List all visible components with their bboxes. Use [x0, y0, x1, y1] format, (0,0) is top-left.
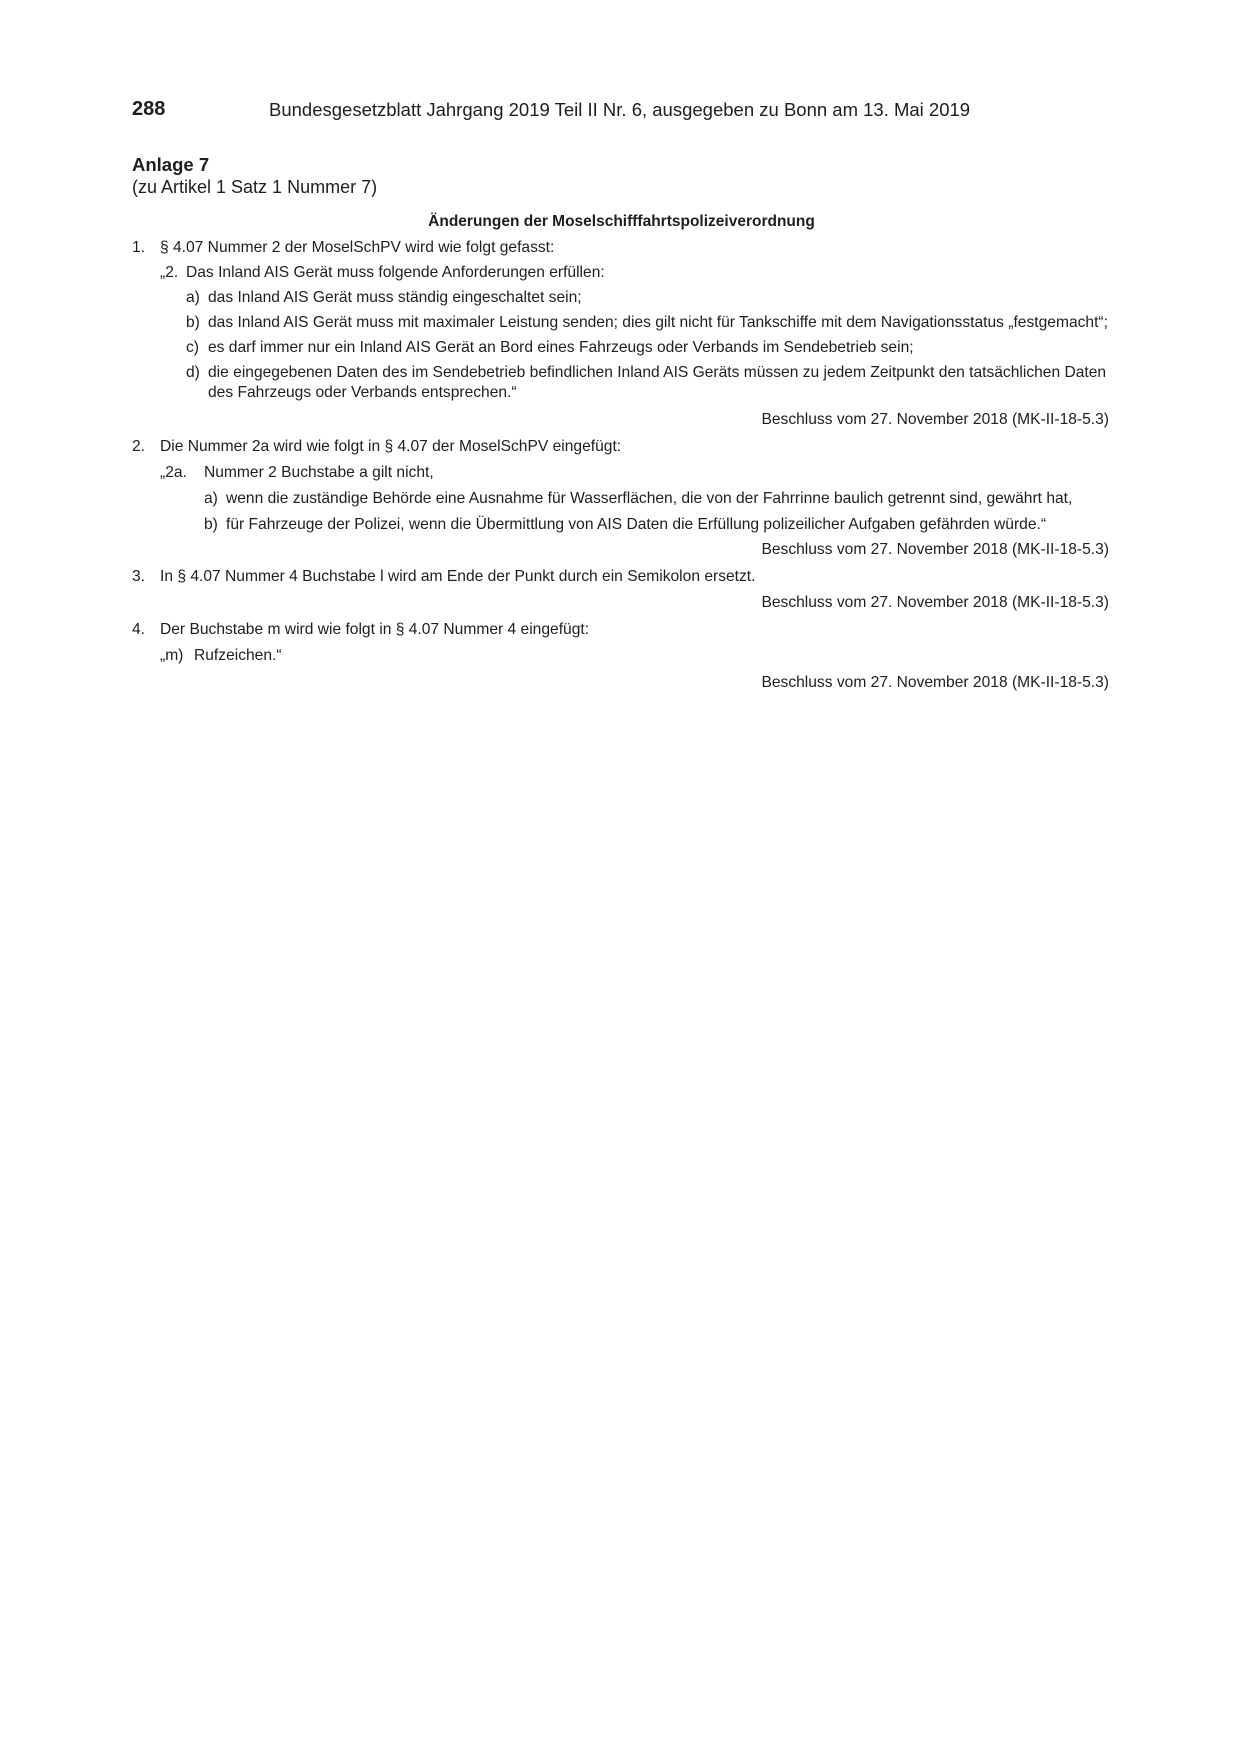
subitem-text: wenn die zuständige Behörde eine Ausnahme für Wasserflächen, die von der Fahrrinne baulich getrennt sind, gewährt hat, [226, 490, 1073, 507]
subitem [186, 313, 1109, 333]
item-text: In § 4.07 Nummer 4 Buchstabe l wird am Ende der Punkt durch ein Semikolon ersetzt. [160, 568, 756, 585]
quote-text: Nummer 2 Buchstabe a gilt nicht, [204, 464, 434, 481]
subitem-text: das Inland AIS Gerät muss mit maximaler Leistung senden; dies gilt nicht für Tankschiffe mit dem Navigationsstatus „festgemacht“; [208, 314, 1108, 331]
item-text: Die Nummer 2a wird wie folgt in § 4.07 der MoselSchPV eingefügt: [160, 438, 622, 455]
item-number: 2. [132, 438, 146, 455]
annex-reference: (zu Artikel 1 Satz 1 Nummer 7) [132, 177, 378, 197]
subitem [186, 288, 1109, 308]
subitem-label: d) [186, 364, 200, 381]
quote-text: Rufzeichen.“ [194, 647, 282, 664]
page-number: 288 [132, 98, 166, 120]
decision-note: Beschluss vom 27. November 2018 (MK-II-18-5.3) [761, 674, 1109, 691]
subitem-label: a) [204, 490, 218, 507]
item-text: § 4.07 Nummer 2 der MoselSchPV wird wie folgt gefasst: [160, 239, 555, 256]
amendment-item-2 [132, 437, 1109, 457]
subitem [204, 515, 1109, 535]
quoted-provision [160, 463, 1109, 483]
quote-label: „2. [160, 264, 179, 281]
subitem [204, 489, 1109, 509]
subitem [186, 338, 1109, 358]
gazette-title: Bundesgesetzblatt Jahrgang 2019 Teil II Nr. 6, ausgegeben zu Bonn am 13. Mai 2019 [269, 99, 971, 120]
decision-note: Beschluss vom 27. November 2018 (MK-II-18-5.3) [761, 411, 1109, 428]
amendment-item-1 [132, 238, 1109, 258]
amendment-item-4 [132, 620, 1109, 640]
document-title: Änderungen der Moselschifffahrtspolizeiverordnung [428, 213, 815, 230]
subitem-text: für Fahrzeuge der Polizei, wenn die Übermittlung von AIS Daten die Erfüllung polizeilicher Aufgaben gefährden würde.“ [226, 516, 1047, 533]
quote-label: „2a. [160, 464, 187, 481]
item-number: 3. [132, 568, 146, 585]
decision-note: Beschluss vom 27. November 2018 (MK-II-18-5.3) [761, 541, 1109, 558]
subitem [186, 363, 1109, 403]
quote-label: „m) [160, 647, 184, 664]
annex-heading: Anlage 7 [132, 154, 210, 175]
subitem-label: a) [186, 289, 200, 306]
decision-note: Beschluss vom 27. November 2018 (MK-II-18-5.3) [761, 594, 1109, 611]
quoted-provision [160, 646, 1109, 666]
subitem-label: b) [186, 314, 200, 331]
gazette-page [132, 96, 1109, 693]
quoted-provision [160, 263, 1109, 283]
subitem-text: es darf immer nur ein Inland AIS Gerät an Bord eines Fahrzeugs oder Verbands im Sendebetrieb sein; [208, 339, 914, 356]
amendment-item-3 [132, 567, 1109, 587]
subitem-label: b) [204, 516, 218, 533]
item-number: 1. [132, 239, 146, 256]
subitem-label: c) [186, 339, 199, 356]
subitem-text: das Inland AIS Gerät muss ständig eingeschaltet sein; [208, 289, 582, 306]
running-head [132, 96, 1109, 126]
item-number: 4. [132, 621, 146, 638]
subitem-text: die eingegebenen Daten des im Sendebetrieb befindlichen Inland AIS Geräts müssen zu jedem Zeitpunkt den tatsächlichen Daten des Fahrzeugs oder Verbands entsprechen.“ [208, 364, 1107, 401]
quote-text: Das Inland AIS Gerät muss folgende Anforderungen erfüllen: [186, 264, 605, 281]
item-text: Der Buchstabe m wird wie folgt in § 4.07 Nummer 4 eingefügt: [160, 621, 590, 638]
